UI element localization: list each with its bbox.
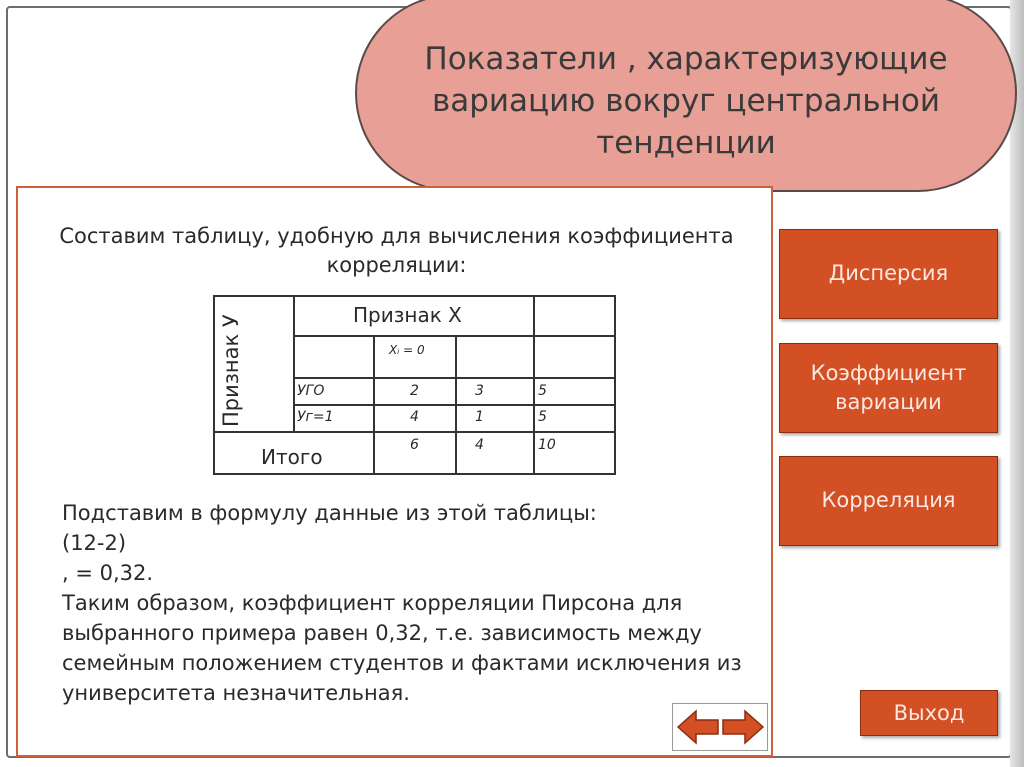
text-line: Подставим в формулу данные из этой таблицы: bbox=[62, 501, 597, 525]
table-cell: 4 bbox=[475, 437, 484, 453]
intro-text: Составим таблицу, удобную для вычисления коэффициента корреляции: bbox=[59, 224, 734, 278]
text-line: , = 0,32. bbox=[62, 561, 154, 586]
variation-coefficient-button[interactable]: Коэффициент вариации bbox=[779, 343, 998, 433]
table-cell: 4 bbox=[410, 409, 419, 425]
table-cell: 3 bbox=[475, 383, 484, 399]
dispersion-button[interactable]: Дисперсия bbox=[779, 229, 998, 319]
arrow-right-icon[interactable] bbox=[721, 708, 765, 746]
correlation-button[interactable]: Корреляция bbox=[779, 456, 998, 546]
table-line bbox=[455, 335, 457, 475]
row-axis-label: Признак У bbox=[219, 314, 243, 427]
content-panel bbox=[16, 186, 773, 757]
slide-title: Показатели , характеризующие вариацию вокруг центральной тенденции bbox=[355, 0, 1017, 192]
xi-label: Xᵢ = 0 bbox=[389, 343, 425, 357]
total-label: Итого bbox=[261, 445, 323, 469]
table-cell: 5 bbox=[538, 409, 547, 425]
table-line bbox=[293, 297, 295, 431]
table-cell: 2 bbox=[410, 383, 419, 399]
table-cell: 5 bbox=[538, 383, 547, 399]
row-label: УГО bbox=[297, 383, 325, 399]
table-line bbox=[373, 335, 375, 475]
table-cell: 1 bbox=[475, 409, 484, 425]
table-line bbox=[215, 431, 616, 433]
nav-arrows bbox=[672, 703, 768, 751]
table-cell: 10 bbox=[538, 437, 556, 453]
text-line: (12-2) bbox=[62, 531, 127, 556]
arrow-left-icon[interactable] bbox=[676, 708, 720, 746]
row-label: Уг=1 bbox=[297, 409, 334, 425]
exit-button[interactable]: Выход bbox=[860, 690, 998, 736]
explanation-text bbox=[62, 498, 762, 708]
col-header: Признак Х bbox=[353, 303, 462, 327]
text-line: Таким образом, коэффициент корреляции Пирсона для выбранного примера равен 0,32, т.е. зависимость между семейным положением студентов и фактами исключения из университета незначительная. bbox=[62, 591, 742, 706]
table-line bbox=[533, 297, 535, 475]
correlation-table bbox=[213, 295, 616, 475]
table-cell: 6 bbox=[410, 437, 419, 453]
